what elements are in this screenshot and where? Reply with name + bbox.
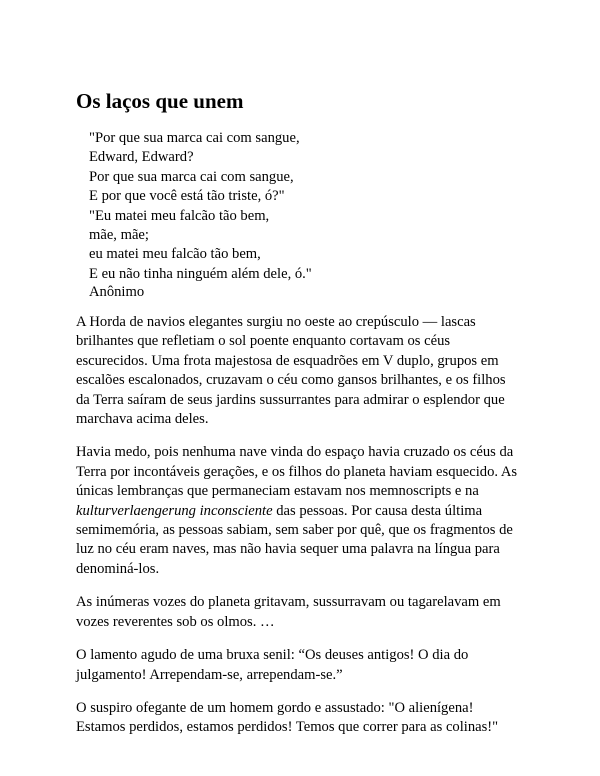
poem-line: Por que sua marca cai com sangue, [89, 168, 294, 185]
text-line: O lamento agudo de uma bruxa senil: “Os deuses antigos! O dia do [76, 647, 469, 664]
text-line: Havia medo, pois nenhuma nave vinda do espaço havia cruzado os céus da [76, 444, 514, 461]
poem-line: "Por que sua marca cai com sangue, [89, 130, 300, 146]
paragraph [76, 443, 536, 579]
chapter-title: Os laços que unem [76, 89, 244, 113]
body-text [76, 313, 536, 752]
poem-line: E por que você está tão triste, ó?" [89, 188, 285, 205]
text-line: escalões escalonados, cruzavam o céu como gansos brilhantes, e os filhos [76, 372, 506, 389]
text-line: Terra por incontáveis gerações, e os filhos do planeta haviam esquecido. As [76, 463, 518, 480]
paragraph [76, 646, 536, 685]
text-line: vozes reverentes sob os olmos. … [76, 613, 275, 630]
text-line: marchava acima deles. [76, 411, 209, 428]
text-line: luz no céu eram naves, mas não havia sequer uma palavra na língua para [76, 541, 500, 558]
text-line: julgamento! Arrependam-se, arrependam-se.” [76, 666, 343, 683]
italic-term: kulturverlaengerung inconsciente [76, 502, 273, 519]
epigraph-poem [89, 129, 312, 284]
text-line: escurecidos. Uma frota majestosa de esquadrões em V duplo, grupos em [76, 352, 499, 369]
poem-line: mãe, mãe; [89, 227, 149, 244]
text-line [76, 502, 536, 521]
text-line: da Terra saíram de seus jardins sussurrantes para admirar o esplendor que [76, 391, 505, 408]
paragraph [76, 313, 536, 429]
text-line: únicas lembranças que permaneciam estavam nos memnoscripts e na [76, 483, 479, 500]
poem-line: eu matei meu falcão tão bem, [89, 246, 261, 263]
paragraph [76, 699, 536, 738]
text-line: semimemória, as pessoas sabiam, sem saber por quê, que os fragmentos de [76, 522, 513, 539]
poem-line: Edward, Edward? [89, 149, 194, 166]
epigraph-attribution: Anônimo [89, 284, 145, 300]
text-line: As inúmeras vozes do planeta gritavam, sussurravam ou tagarelavam em [76, 594, 501, 611]
text-fragment: das pessoas. Por causa desta última [272, 502, 483, 519]
text-line: denominá-los. [76, 560, 160, 577]
text-line: brilhantes que refletiam o sol poente enquanto cortavam os céus [76, 333, 451, 350]
text-line: Estamos perdidos, estamos perdidos! Temos que correr para as colinas!" [76, 719, 499, 736]
poem-line: "Eu matei meu falcão tão bem, [89, 207, 270, 224]
text-line: A Horda de navios elegantes surgiu no oeste ao crepúsculo — lascas [76, 314, 476, 330]
text-line: O suspiro ofegante de um homem gordo e assustado: "O alienígena! [76, 699, 474, 716]
poem-line: E eu não tinha ninguém além dele, ó." [89, 265, 312, 282]
paragraph [76, 593, 536, 632]
